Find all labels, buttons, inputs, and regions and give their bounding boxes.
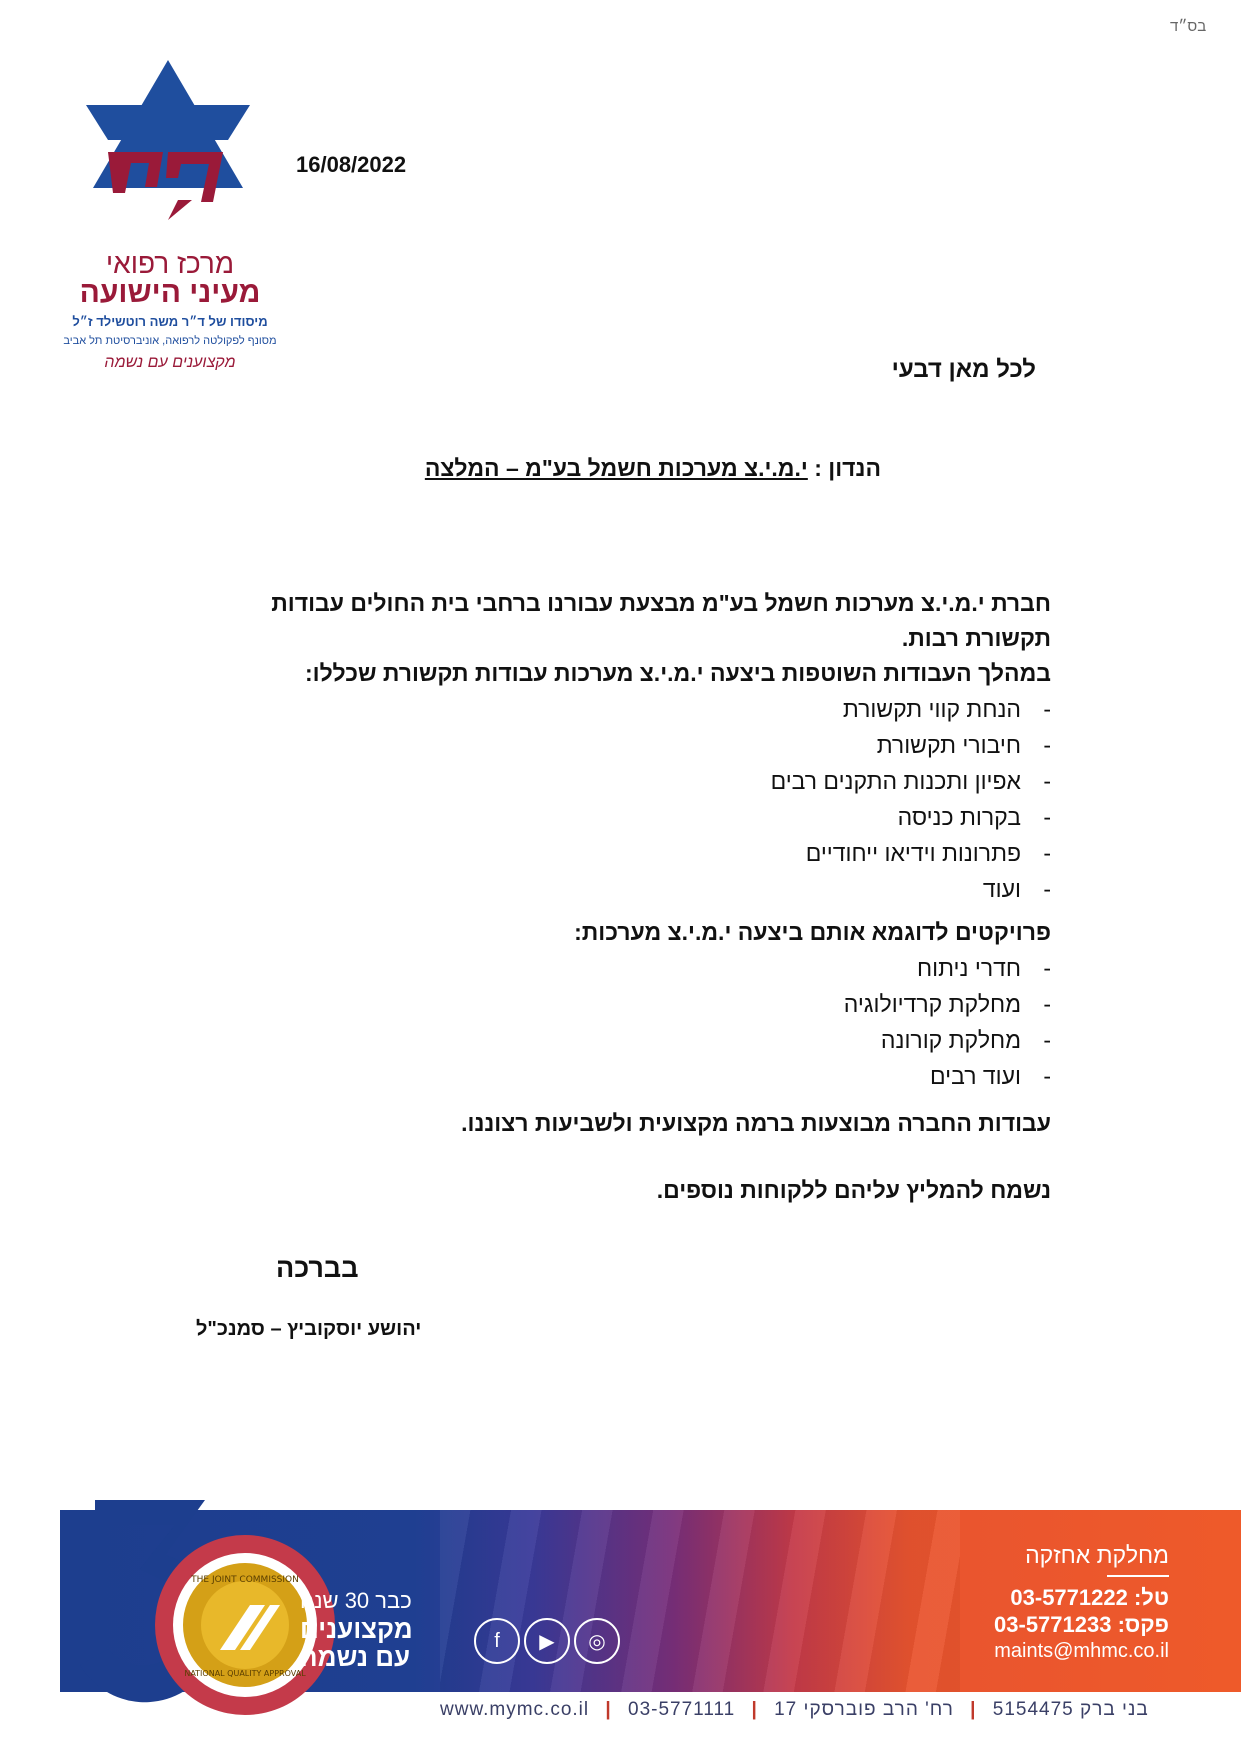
years-line1: כבר 30 שנה xyxy=(300,1588,412,1613)
website-link[interactable]: www.mymc.co.il xyxy=(440,1699,590,1720)
letter-date: 16/08/2022 xyxy=(296,152,407,177)
body-paragraph-3: פרויקטים לדוגמא אותם ביצעה י.מ.י.צ מערכות: xyxy=(574,919,1051,945)
letter-body xyxy=(191,586,1051,1208)
department-phone: טל: 03-5771222 xyxy=(1010,1585,1169,1610)
instagram-icon[interactable]: ◎ xyxy=(574,1618,620,1664)
body-paragraph-4: עבודות החברה מבוצעות ברמה מקצועית ולשביעות רצוננו. xyxy=(461,1110,1051,1136)
list-item: - מחלקת קורונה xyxy=(191,1022,1051,1058)
letter-subject xyxy=(425,455,881,482)
logo-star-bar xyxy=(86,105,250,140)
city-zip: בני ברק 5154475 xyxy=(992,1699,1149,1720)
street-address: רח' הרב פוברסקי 17 xyxy=(774,1699,954,1720)
main-phone: 03-5771111 xyxy=(628,1699,736,1720)
logo-line3: מיסודו של ד״ר משה רוטשילד ז״ל xyxy=(72,314,268,329)
letter-recipient: לכל מאן דבעי xyxy=(891,356,1036,383)
department-fax: פקס: 03-5771233 xyxy=(994,1612,1169,1637)
department-underline xyxy=(1107,1575,1169,1577)
logo-line4: מסונף לפקולטה לרפואה, אוניברסיטת תל אביב xyxy=(63,335,277,347)
department-email[interactable]: maints@mhmc.co.il xyxy=(994,1640,1169,1662)
list-item: - חיבורי תקשורת xyxy=(191,727,1051,763)
logo-tagline: מקצוענים עם נשמה xyxy=(104,354,236,371)
list-item: - פתרונות וידיאו ייחודיים xyxy=(191,835,1051,871)
years-line2: מקצוענים xyxy=(300,1614,413,1644)
list-item: - חדרי ניתוח xyxy=(191,950,1051,986)
projects-list xyxy=(191,950,1051,1094)
logo-line1: מרכז רפואי xyxy=(105,248,235,279)
badge-bottom-text: NATIONAL QUALITY APPROVAL xyxy=(184,1669,306,1678)
years-line3: עם נשמה xyxy=(300,1642,411,1672)
works-list xyxy=(191,691,1051,907)
list-item: - הנחת קווי תקשורת xyxy=(191,691,1051,727)
footer-wave-decoration xyxy=(440,1510,960,1692)
signature: יהושע יוסקוביץ – סמנכ"ל xyxy=(196,1318,422,1340)
body-paragraph-2: במהלך העבודות השוטפות ביצעה י.מ.י.צ מערכות עבודות תקשורת שכללו: xyxy=(305,660,1051,686)
footer-contact-bar: www.mymc.co.il | 03-5771111 | בני ברק 5154475 | רח' הרב פוברסקי 17 xyxy=(440,1699,1149,1720)
badge-top-text: THE JOINT COMMISSION xyxy=(191,1575,299,1585)
logo-line2: מעיני הישועה xyxy=(79,276,261,309)
greeting: בברכה xyxy=(276,1253,359,1283)
facebook-icon[interactable]: f xyxy=(474,1618,520,1664)
subject-prefix: הנדון : xyxy=(814,455,881,481)
list-item: - ועוד רבים xyxy=(191,1058,1051,1094)
list-item: - ועוד xyxy=(191,871,1051,907)
bsd-mark: בס״ד xyxy=(1170,18,1207,35)
list-item: - מחלקת קרדיולוגיה xyxy=(191,986,1051,1022)
list-item: - אפיון ותכנות התקנים רבים xyxy=(191,763,1051,799)
department-title: מחלקת אחזקה xyxy=(1025,1542,1169,1568)
list-item: - בקרות כניסה xyxy=(191,799,1051,835)
body-paragraph-1: חברת י.מ.י.צ מערכות חשמל בע"מ מבצעת עבורנו ברחבי בית החולים עבודות תקשורת רבות. xyxy=(271,590,1051,651)
subject-text: י.מ.י.צ מערכות חשמל בע"מ – המלצה xyxy=(424,455,808,481)
youtube-icon[interactable]: ▶ xyxy=(524,1618,570,1664)
body-paragraph-5: נשמח להמליץ עליהם ללקוחות נוספים. xyxy=(656,1177,1051,1203)
